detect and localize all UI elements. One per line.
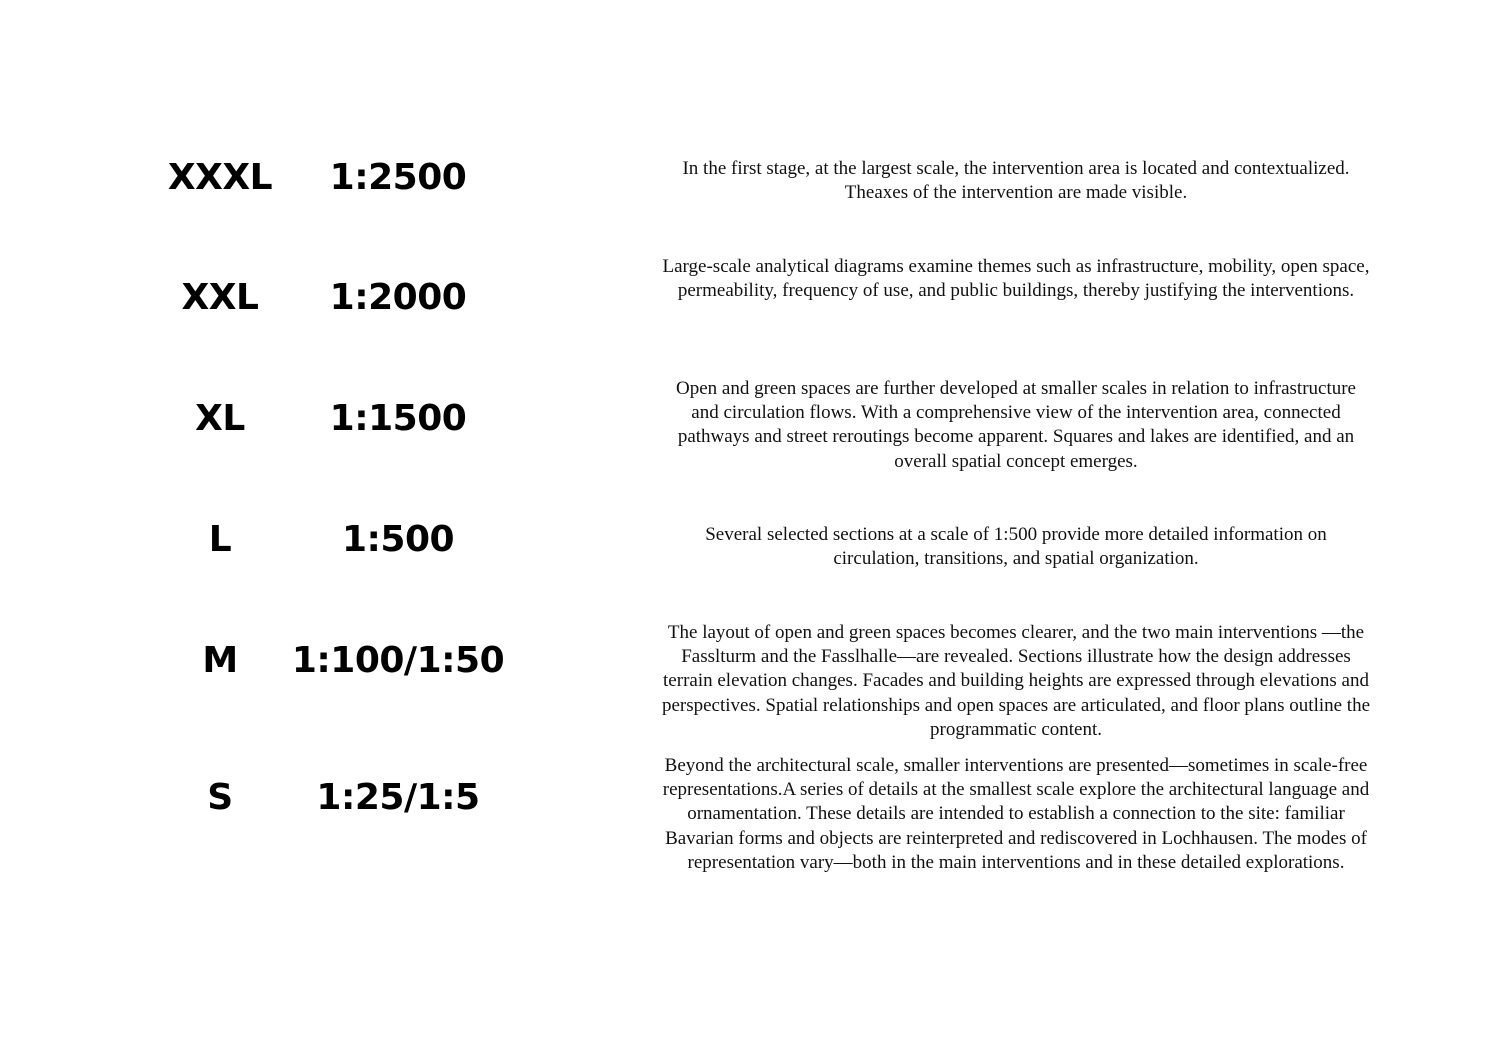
scale-description: In the first stage, at the largest scale, the intervention area is located and contextualized. Theaxes of the intervention are made visible. bbox=[682, 158, 1350, 204]
size-label: M bbox=[202, 640, 238, 681]
scale-label: 1:500 bbox=[341, 519, 455, 560]
scale-label: 1:1500 bbox=[329, 398, 467, 439]
scale-label: 1:2000 bbox=[329, 277, 467, 318]
scale-description: Several selected sections at a scale of 1:500 provide more detailed information on circulation, transitions, and spatial organization. bbox=[705, 524, 1327, 570]
scale-label: 1:25/1:5 bbox=[316, 777, 480, 818]
size-label: XXL bbox=[181, 277, 259, 318]
scale-description: Large-scale analytical diagrams examine themes such as infrastructure, mobility, open space, permeability, frequency of use, and public buildings, thereby justifying the interventions. bbox=[662, 256, 1370, 302]
size-label: XXXL bbox=[167, 157, 273, 198]
size-label: L bbox=[208, 519, 232, 560]
scale-description: Beyond the architectural scale, smaller interventions are presented—sometimes in scale-free representations.A series of details at the smallest scale explore the architectural language and ornamentation. These details are intended to establish a connection to the site: familiar Bavarian forms and objects are reinterpreted and rediscovered in Lochhausen. The modes of representation vary—both in the main interventions and in these detailed explorations. bbox=[662, 755, 1370, 873]
scale-description: The layout of open and green spaces becomes clearer, and the two main interventions —the Fasslturm and the Fasslhalle—are revealed. Sections illustrate how the design addresses terrain elevation changes. Facades and building heights are expressed through elevations and perspectives. Spatial relationships and open spaces are articulated, and floor plans outline the programmatic content. bbox=[661, 622, 1371, 740]
scale-description: Open and green spaces are further developed at smaller scales in relation to infrastructure and circulation flows. With a comprehensive view of the intervention area, connected pathways and street reroutings become apparent. Squares and lakes are identified, and an overall spatial concept emerges. bbox=[675, 378, 1356, 472]
scale-label: 1:2500 bbox=[329, 157, 467, 198]
size-label: XL bbox=[195, 398, 245, 439]
size-label: S bbox=[207, 777, 233, 818]
scale-label: 1:100/1:50 bbox=[291, 640, 505, 681]
